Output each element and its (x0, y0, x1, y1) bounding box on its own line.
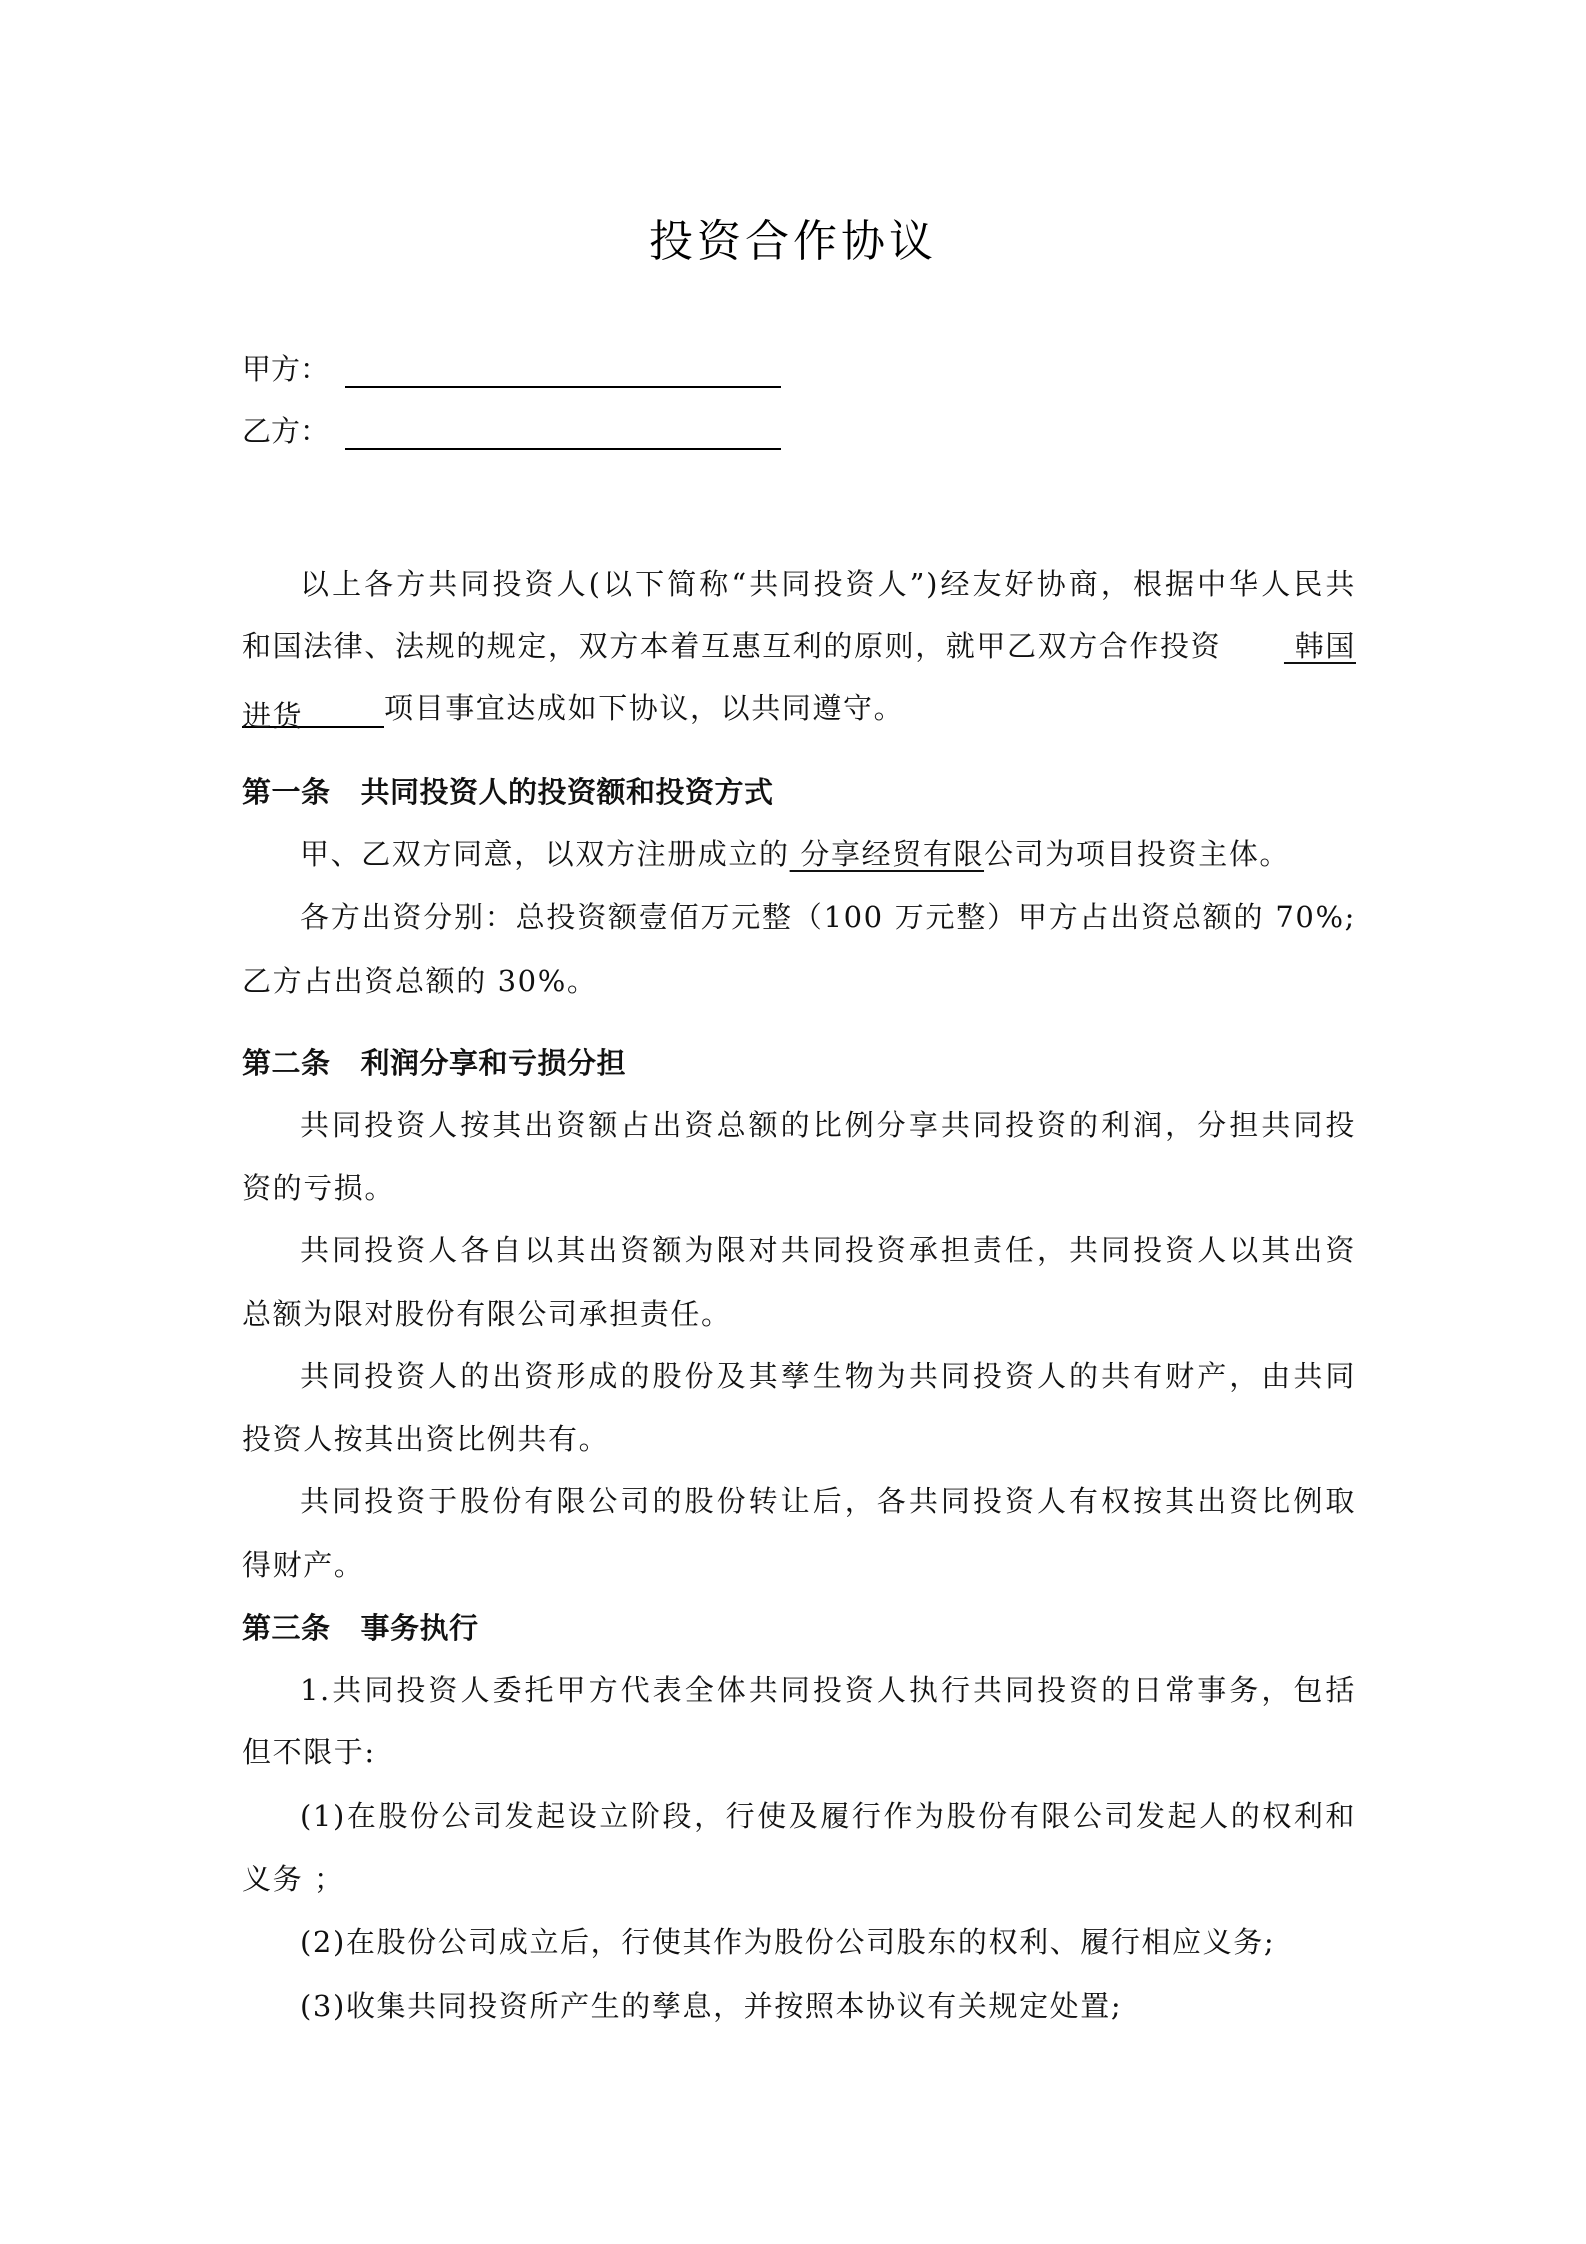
article-3-line: 义务 ； (242, 1862, 345, 1896)
article-2-line: 资的亏损。 (242, 1171, 396, 1205)
article-2-number: 第二条 (242, 1046, 331, 1080)
article-1-title: 共同投资人的投资额和投资方式 (360, 775, 774, 809)
article-3-line: (2)在股份公司成立后，行使其作为股份公司股东的权利、履行相应义务; (300, 1925, 1276, 1959)
article-2-line: 投资人按其出资比例共有。 (242, 1422, 610, 1456)
article-2-line: 总额为限对股份有限公司承担责任。 (242, 1297, 732, 1331)
preamble-line-2 (242, 626, 1356, 666)
article-3-line: 但不限于: (242, 1735, 376, 1769)
article-1-para-2-line-2: 乙方占出资总额的 30%。 (242, 964, 598, 998)
project-name-underlined: 韩国 (1283, 629, 1356, 663)
article-2-line: 共同投资于股份有限公司的股份转让后，各共同投资人有权按其出资比例取 (300, 1484, 1356, 1518)
party-a-blank[interactable] (345, 356, 781, 388)
project-name-continued (242, 696, 384, 733)
article-2-line: 共同投资人按其出资额占出资总额的比例分享共同投资的利润，分担共同投 (300, 1108, 1356, 1142)
article-1-para-1-pre: 甲、乙双方同意，以双方注册成立的 (300, 837, 790, 871)
preamble-line-2-text: 和国法律、法规的规定，双方本着互惠互利的原则，就甲乙双方合作投资 (242, 629, 1222, 663)
document-title: 投资合作协议 (649, 216, 937, 267)
project-name-continued-text: 进货 (242, 699, 304, 733)
article-1-para-2-line-1: 各方出资分别：总投资额壹佰万元整（100 万元整）甲方占出资总额的 70%; (300, 900, 1356, 934)
party-b-blank[interactable] (345, 418, 781, 450)
party-a-label: 甲方： (242, 352, 330, 386)
article-1-para-1 (242, 834, 1356, 874)
preamble-line-3 (242, 688, 1356, 733)
article-2-line: 得财产。 (242, 1548, 365, 1582)
party-a-field (242, 348, 781, 388)
article-2-heading (242, 1043, 1356, 1083)
article-3-line: 1.共同投资人委托甲方代表全体共同投资人执行共同投资的日常事务，包括 (300, 1673, 1356, 1707)
article-1-para-1-post: 公司为项目投资主体。 (984, 837, 1291, 871)
article-1-number: 第一条 (242, 775, 331, 809)
article-1-heading (242, 772, 1356, 812)
preamble-line-3-text: 项目事宜达成如下协议，以共同遵守。 (384, 691, 905, 725)
article-3-line: (1)在股份公司发起设立阶段，行使及履行作为股份有限公司发起人的权利和 (300, 1799, 1356, 1833)
article-2-title: 利润分享和亏损分担 (360, 1046, 627, 1080)
party-b-field (242, 410, 781, 450)
article-3-line: (3)收集共同投资所产生的孳息，并按照本协议有关规定处置; (300, 1989, 1123, 2023)
article-3-heading (242, 1608, 1356, 1648)
article-2-line: 共同投资人各自以其出资额为限对共同投资承担责任，共同投资人以其出资 (300, 1233, 1356, 1267)
company-name-underlined: 分享经贸有限 (789, 837, 985, 871)
article-3-title: 事务执行 (360, 1611, 479, 1645)
article-2-line: 共同投资人的出资形成的股份及其孳生物为共同投资人的共有财产，由共同 (300, 1359, 1356, 1393)
article-3-number: 第三条 (242, 1611, 331, 1645)
preamble-line-1: 以上各方共同投资人(以下简称“共同投资人”)经友好协商，根据中华人民共 (300, 567, 1356, 601)
party-b-label: 乙方： (242, 414, 330, 448)
